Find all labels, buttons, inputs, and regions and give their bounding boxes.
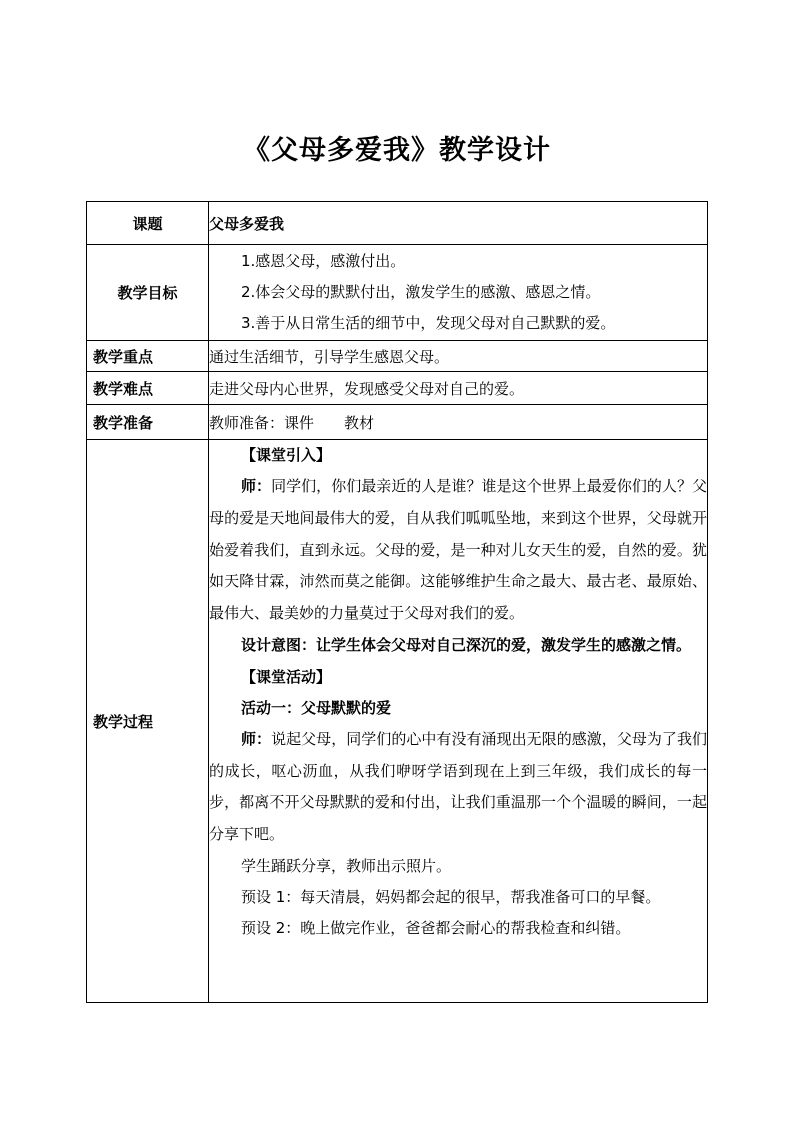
preparation-label: 教学准备 — [87, 405, 209, 440]
activity1-speaker: 师： — [241, 729, 272, 748]
intro-speaker: 师： — [241, 477, 272, 495]
activity-heading: 【课堂活动】 — [241, 667, 332, 686]
student-share: 学生踊跃分享，教师出示照片。 — [241, 856, 452, 875]
goals-cell — [209, 245, 708, 341]
goal-item-3: 3.善于从日常生活的细节中，发现父母对自己默默的爱。 — [241, 314, 616, 332]
activity1-paragraph — [209, 724, 707, 851]
page-title: 《父母多爱我》教学设计 — [243, 135, 551, 166]
row-difficulty — [87, 372, 708, 405]
activity1-title: 活动一：父母默默的爱 — [241, 698, 392, 717]
topic-label: 课题 — [87, 202, 209, 245]
focus-label: 教学重点 — [87, 341, 209, 372]
topic-value: 父母多爱我 — [209, 202, 708, 245]
preset-1: 预设 1：每天清晨，妈妈都会起的很早，帮我准备可口的早餐。 — [241, 887, 661, 906]
design-intent: 设计意图：让学生体会父母对自己深沉的爱，激发学生的感激之情。 — [241, 635, 692, 654]
goal-item-1: 1.感恩父母，感激付出。 — [241, 252, 406, 270]
goals-label: 教学目标 — [87, 245, 209, 341]
row-process — [87, 440, 708, 1003]
row-topic — [87, 202, 708, 245]
process-cell — [209, 440, 708, 1003]
lesson-plan-table — [86, 201, 708, 1003]
goal-item-2: 2.体会父母的默默付出，激发学生的感激、感恩之情。 — [241, 283, 601, 301]
intro-paragraph — [209, 471, 707, 630]
preset-2: 预设 2：晚上做完作业，爸爸都会耐心的帮我检查和纠错。 — [241, 918, 631, 937]
intro-text: 同学们，你们最亲近的人是谁？谁是这个世界上最爱你们的人？父母的爱是天地间最伟大的爱，自从我们呱呱坠地，来到这个世界，父母就开始爱着我们，直到永远。父母的爱，是一种对儿女天生的爱，自然的爱。犹如天降甘霖，沛然而莫之能御。这能够维护生命之最大、最古老、最原始、最伟大、最美妙的力量莫过于父母对我们的爱。 — [209, 477, 707, 623]
intro-heading: 【课堂引入】 — [241, 446, 332, 464]
row-goals — [87, 245, 708, 341]
row-focus — [87, 341, 708, 372]
focus-value: 通过生活细节，引导学生感恩父母。 — [209, 341, 708, 372]
activity1-text: 说起父母，同学们的心中有没有涌现出无限的感激，父母为了我们的成长，呕心沥血，从我们咿呀学语到现在上到三年级，我们成长的每一步，都离不开父母默默的爱和付出，让我们重温那一个个温暖的瞬间，一起分享下吧。 — [209, 729, 707, 844]
difficulty-label: 教学难点 — [87, 372, 209, 405]
process-label: 教学过程 — [87, 440, 209, 1003]
difficulty-value: 走进父母内心世界，发现感受父母对自己的爱。 — [209, 372, 708, 405]
row-preparation — [87, 405, 708, 440]
preparation-value: 教师准备：课件 教材 — [209, 405, 708, 440]
